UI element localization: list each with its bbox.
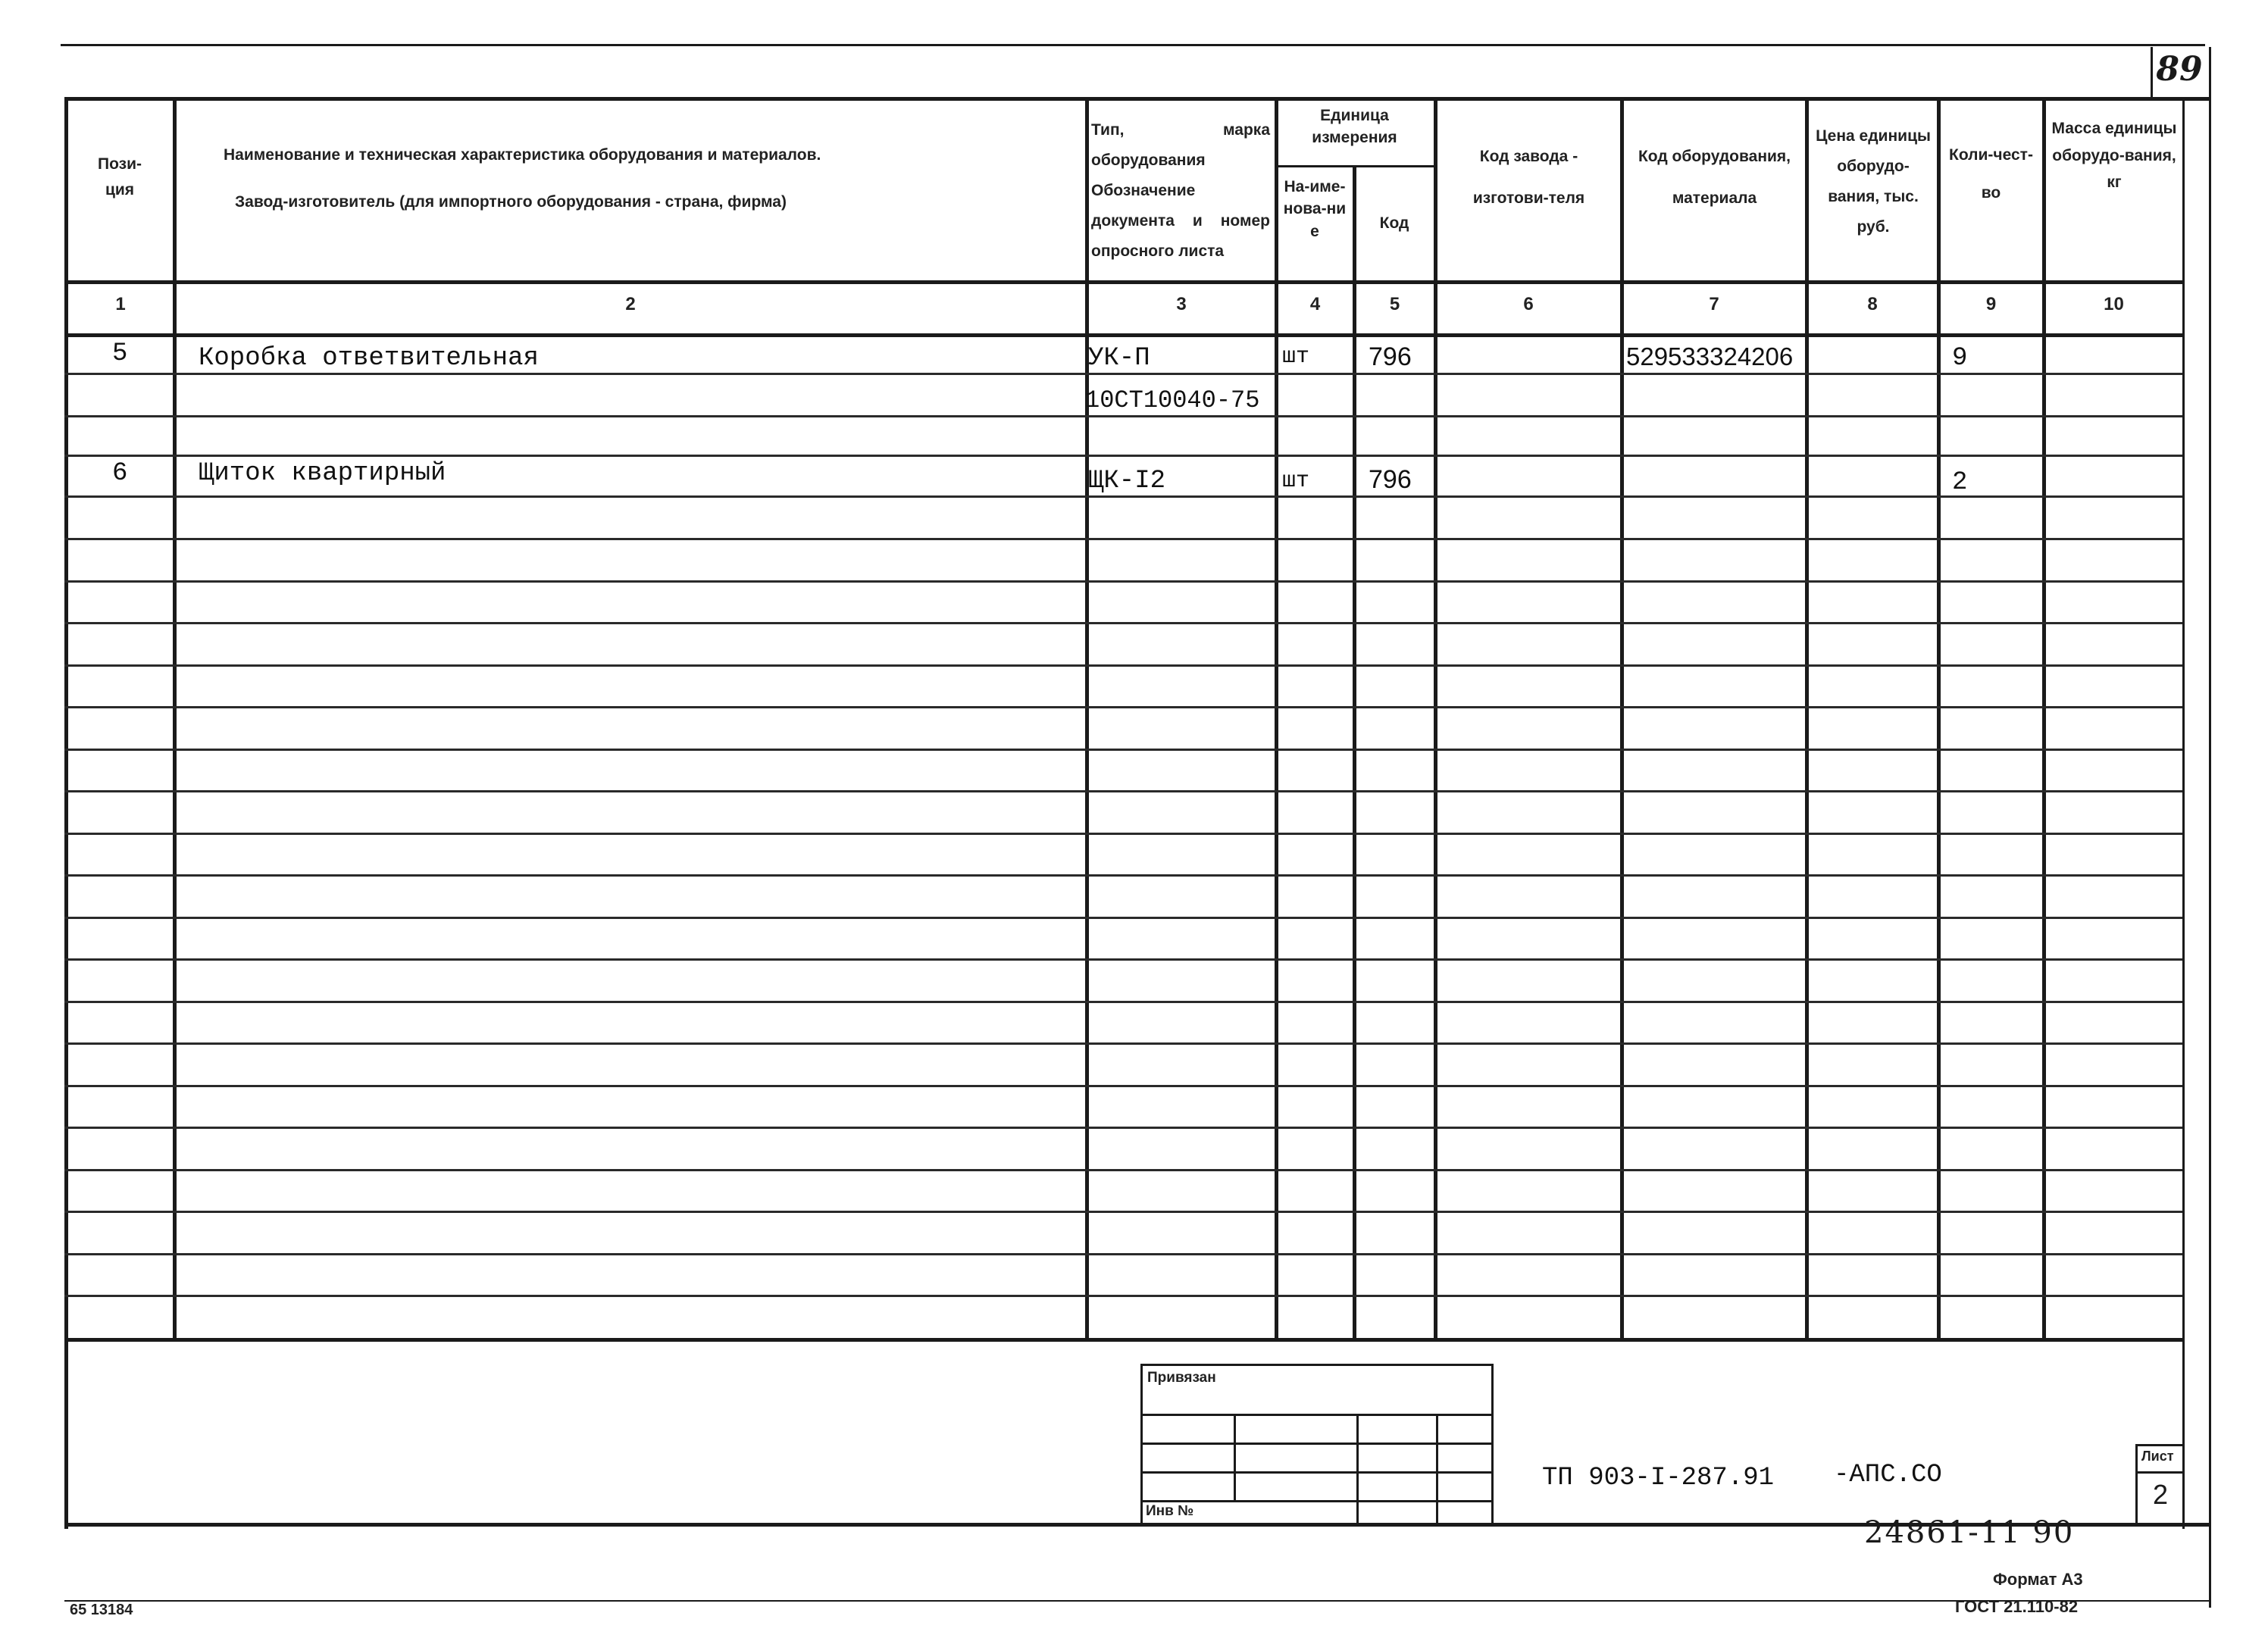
row1-equip-code: 529533324206 (1626, 342, 1794, 370)
row1-type: УК-П (1088, 344, 1150, 373)
table-row-line (64, 495, 2182, 498)
sheet-corner-box-left (2151, 47, 2153, 98)
colnum-6: 6 (1523, 294, 1534, 314)
row1-code: 796 (1369, 342, 1412, 371)
table-row-line (64, 1001, 2182, 1003)
table-row-line (64, 1127, 2182, 1129)
col-divider-7 (1805, 97, 1809, 1339)
colnum-9: 9 (1985, 294, 1997, 314)
row3-position: 6 (112, 459, 128, 488)
table-row-line (64, 1295, 2182, 1297)
bottom-left-code: 65 13184 (70, 1602, 133, 1618)
bottom-edge-line (64, 1600, 2209, 1602)
colnum-1: 1 (115, 294, 126, 314)
row3-name: Щиток квартирный (199, 459, 446, 488)
table-row-line (64, 1042, 2182, 1045)
table-row-line (64, 874, 2182, 877)
header-equip-code: Код оборудования, материала (1638, 148, 1791, 207)
col-divider-6 (1620, 97, 1624, 1339)
table-row-line (64, 1253, 2182, 1255)
stamp-top (1140, 1364, 1493, 1366)
table-row-line (64, 373, 2182, 375)
sheet-number-handwritten: 89 (2156, 50, 2203, 89)
table-row-line (64, 1169, 2182, 1171)
sheet-value: 2 (2152, 1479, 2169, 1510)
stamp-line-3 (1140, 1471, 1493, 1474)
header-qty: Коли-чест-во (1949, 146, 2033, 202)
col-divider-8 (1937, 97, 1941, 1339)
table-row-line (64, 833, 2182, 835)
colnum-8: 8 (1867, 294, 1878, 314)
frame-right (2209, 47, 2211, 1608)
sheet-box-mid (2135, 1471, 2182, 1474)
sheet-box-top (2135, 1444, 2182, 1446)
header-mass: Масса единицы оборудо-вания, кг (2051, 120, 2177, 192)
header-position: Пози- ция (98, 155, 142, 198)
row1-name: Коробка ответвительная (199, 344, 539, 373)
table-bottom-line (64, 1338, 2182, 1342)
table-row-line (64, 706, 2182, 708)
header-bottom-line (64, 280, 2182, 284)
table-row-line (64, 1085, 2182, 1087)
table-row-line (64, 958, 2182, 961)
colnum-7: 7 (1709, 294, 1719, 314)
header-unit-name: На-име-нова-ние (1283, 178, 1347, 240)
table-row-line (64, 917, 2182, 919)
colnum-2: 2 (625, 294, 636, 314)
sheet-label: Лист (2141, 1449, 2174, 1464)
row1-unit: шт (1282, 344, 1310, 370)
doc-code: ТП 903-I-287.91 (1542, 1464, 1775, 1493)
stamp-col-3 (1436, 1414, 1438, 1524)
row3-code: 796 (1369, 465, 1412, 494)
colnum-3: 3 (1176, 294, 1187, 314)
col-divider-5 (1434, 97, 1437, 1339)
col-divider-3 (1275, 97, 1278, 1339)
row1-position: 5 (112, 339, 128, 368)
table-row-line (64, 664, 2182, 667)
archive-number: 24861-11 90 (1864, 1515, 2075, 1550)
stamp-line-1 (1140, 1414, 1493, 1416)
table-row-line (64, 749, 2182, 751)
row3-type: ЩК-I2 (1088, 467, 1166, 495)
stamp-col-2 (1356, 1414, 1359, 1524)
doc-suffix: -АПС.СО (1834, 1461, 1942, 1489)
stamp-privyazan: Привязан (1147, 1370, 1216, 1386)
table-row-line (64, 622, 2182, 624)
table-top-line (64, 97, 2209, 101)
header-type: Тип, марка оборудования Обозначение документа и номер опросного листа (1091, 121, 1270, 260)
colnum-bottom-line (64, 333, 2182, 337)
header-name-line2: Завод-изготовитель (для импортного оборудования - страна, фирма) (235, 193, 787, 211)
row3-qty: 2 (1952, 468, 1968, 497)
row1-qty: 9 (1952, 344, 1968, 373)
header-unit-code: Код (1379, 214, 1409, 232)
table-row-line (64, 1211, 2182, 1213)
colnum-10: 10 (2104, 294, 2124, 314)
stamp-col-1 (1234, 1414, 1236, 1500)
stamp-inv-no: Инв № (1146, 1503, 1194, 1519)
col-divider-1 (173, 97, 177, 1339)
gost-label: ГОСТ 21.110-82 (1955, 1597, 2079, 1616)
header-unit-group: Единица измерения (1312, 107, 1397, 147)
col-divider-2 (1085, 97, 1089, 1339)
table-row-line (64, 455, 2182, 457)
frame-right-inner (2182, 97, 2185, 1529)
stamp-line-4 (1140, 1500, 1493, 1502)
header-factory-code: Код завода - изготови-теля (1472, 148, 1585, 207)
header-price: Цена единицы оборудо-вания, тыс. руб. (1816, 127, 1931, 236)
top-border-line (61, 44, 2205, 46)
table-row-line (64, 580, 2182, 583)
table-row-line (64, 415, 2182, 417)
format-label: Формат А3 (1993, 1570, 2083, 1589)
header-name-line1: Наименование и техническая характеристика оборудования и материалов. (224, 146, 821, 164)
row3-unit: шт (1282, 468, 1310, 494)
colnum-4: 4 (1309, 294, 1321, 314)
col-divider-4 (1353, 165, 1356, 1339)
stamp-line-2 (1140, 1443, 1493, 1445)
sheet-box-left (2135, 1444, 2138, 1523)
table-row-line (64, 790, 2182, 792)
table-row-line (64, 538, 2182, 540)
row2-type: 10СТ10040-75 (1085, 386, 1260, 414)
col-divider-9 (2042, 97, 2046, 1339)
colnum-5: 5 (1389, 294, 1400, 314)
